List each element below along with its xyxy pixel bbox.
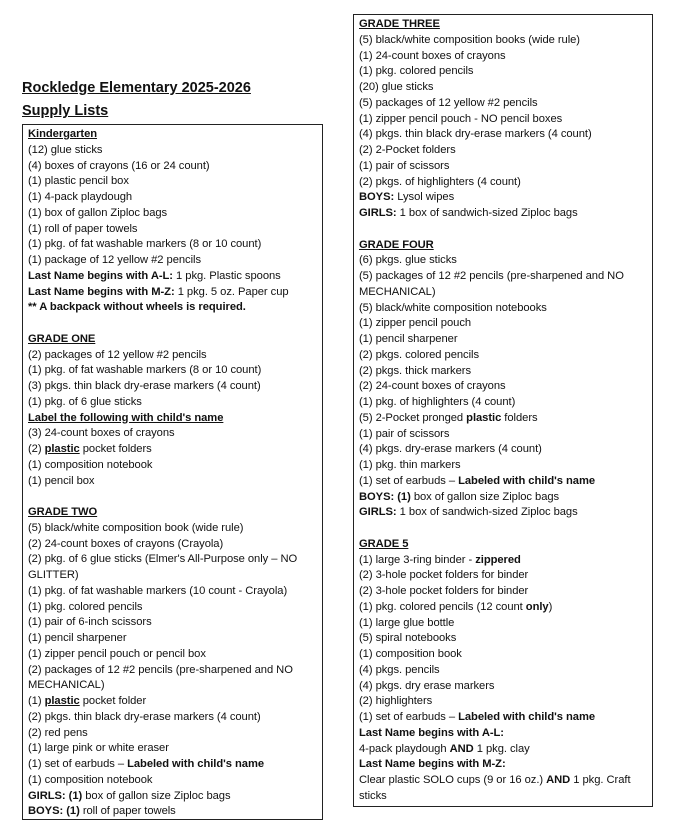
item-text: (1) set of earbuds – xyxy=(359,474,459,487)
list-item: (2) pkgs. thick markers xyxy=(359,364,471,377)
item-text: ) xyxy=(548,600,553,613)
list-item: (1) package of 12 yellow #2 pencils xyxy=(28,254,202,266)
list-item: (2) 3-hole pocket folders for binder xyxy=(359,585,529,597)
list-item: (1) pkg. of fat washable markers (10 count - Crayola) xyxy=(28,584,288,597)
item-text: (1) pkg. colored pencils (12 count xyxy=(359,600,526,613)
label-note: Labeled with child's name xyxy=(127,758,265,770)
list-item: (1) pkg. of highlighters (4 count) xyxy=(359,396,516,408)
item-text: (1) set of earbuds – xyxy=(359,711,459,723)
list-item: (12) glue sticks xyxy=(28,143,103,156)
list-item xyxy=(359,710,647,726)
last-name-al-items xyxy=(359,742,647,758)
list-item: (1) zipper pencil pouch - NO pencil boxes xyxy=(359,112,563,125)
item-text: pocket folder xyxy=(79,695,147,707)
list-item: (1) composition notebook xyxy=(28,773,153,786)
item-count: (2) xyxy=(28,443,45,455)
boys-label: BOYS: (1) xyxy=(28,805,80,818)
list-item: (2) pkgs. of highlighters (4 count) xyxy=(359,175,521,188)
list-item: (4) boxes of crayons (16 or 24 count) xyxy=(28,159,210,172)
grade-three-heading: GRADE THREE xyxy=(359,18,440,30)
girls-item xyxy=(359,206,647,222)
page-title: Rockledge Elementary 2025-2026 xyxy=(22,80,251,96)
list-item: (4) pkgs. thin black dry-erase markers (4 count) xyxy=(359,128,592,141)
list-item: (1) pair of scissors xyxy=(359,159,450,172)
note-label: Last Name begins with A-L: xyxy=(28,269,173,282)
grade-two-section xyxy=(28,505,317,820)
right-column-box xyxy=(353,14,653,807)
grade-five-section xyxy=(359,537,647,805)
list-item: (1) composition book xyxy=(359,648,462,660)
grade-three-section xyxy=(359,17,647,222)
list-item: (2) pkgs. thin black dry-erase markers (4 count) xyxy=(28,710,261,723)
last-name-mz-label xyxy=(359,757,647,773)
list-item: (1) pkg. of 6 glue sticks xyxy=(28,395,142,408)
list-item xyxy=(28,442,317,458)
list-item: (2) 24-count boxes of crayons (Crayola) xyxy=(28,537,224,550)
note-text: 1 pkg. 5 oz. Paper cup xyxy=(174,285,289,298)
page-subtitle: Supply Lists xyxy=(22,103,109,119)
girls-item xyxy=(359,505,647,521)
list-item: (4) pkgs. pencils xyxy=(359,663,440,676)
list-item: (5) black/white composition books (wide rule) xyxy=(359,33,580,46)
grade-two-heading: GRADE TWO xyxy=(28,506,98,518)
list-item: (2) 2-Pocket folders xyxy=(359,144,456,156)
list-item: (5) packages of 12 #2 pencils (pre-sharpened and NO MECHANICAL) xyxy=(359,270,624,298)
list-item: (1) pkg. colored pencils xyxy=(28,600,143,613)
item-text: Lysol wipes xyxy=(394,191,455,204)
grade-one-heading: GRADE ONE xyxy=(28,332,96,345)
item-text: 4-pack playdough xyxy=(359,742,450,755)
label-note: Labeled with child's name xyxy=(458,711,596,723)
kindergarten-heading: Kindergarten xyxy=(28,128,98,140)
grade-four-heading: GRADE FOUR xyxy=(359,238,434,251)
list-item: (1) zipper pencil pouch xyxy=(359,317,472,330)
last-name-mz-items xyxy=(359,773,647,805)
item-text: roll of paper towels xyxy=(79,805,176,818)
emphasis-only: only xyxy=(525,600,549,613)
list-item: (2) 24-count boxes of crayons xyxy=(359,380,506,393)
list-item: (1) pencil sharpener xyxy=(359,333,458,345)
grade-four-section xyxy=(359,238,647,522)
item-text: 1 pkg. Craft sticks xyxy=(359,774,631,802)
item-text: (5) 2-Pocket pronged xyxy=(359,411,467,424)
list-item: (1) pencil sharpener xyxy=(28,632,127,644)
kindergarten-section xyxy=(28,127,317,316)
emphasis-zippered: zippered xyxy=(475,553,521,566)
boys-label: BOYS: xyxy=(359,191,395,204)
list-item: (1) composition notebook xyxy=(28,458,153,471)
item-text: 1 pkg. clay xyxy=(473,742,530,755)
list-item xyxy=(359,474,647,490)
boys-label: BOYS: (1) xyxy=(359,490,411,503)
last-name-al-label xyxy=(359,726,647,742)
emphasis-and: AND xyxy=(546,774,571,786)
list-item: (1) pkg. colored pencils xyxy=(359,65,474,78)
girls-label: GIRLS: xyxy=(359,207,397,219)
item-text: folders xyxy=(501,411,538,424)
list-item xyxy=(359,411,647,427)
list-item: (1) pencil box xyxy=(28,474,95,487)
note-label: Last Name begins with A-L: xyxy=(359,726,504,739)
label-note: Labeled with child's name xyxy=(458,474,596,487)
item-text: pocket folders xyxy=(79,443,152,455)
list-item: (4) pkgs. dry erase markers xyxy=(359,679,495,692)
spacer xyxy=(28,489,317,505)
boys-item xyxy=(359,490,647,506)
list-item: (2) red pens xyxy=(28,726,88,739)
girls-label: GIRLS: (1) xyxy=(28,789,83,802)
last-name-al-note xyxy=(28,269,317,285)
list-item: (3) pkgs. thin black dry-erase markers (4 count) xyxy=(28,380,261,392)
list-item xyxy=(359,600,647,616)
emphasis-plastic: plastic xyxy=(44,443,80,455)
note-text: 1 pkg. Plastic spoons xyxy=(172,269,281,282)
item-count: (1) xyxy=(28,695,45,707)
list-item: (6) pkgs. glue sticks xyxy=(359,254,457,267)
spacer xyxy=(359,521,647,537)
list-item: (4) pkgs. dry-erase markers (4 count) xyxy=(359,443,542,456)
item-text: box of gallon size Ziploc bags xyxy=(82,789,231,802)
list-item: (1) pkg. of fat washable markers (8 or 10 count) xyxy=(28,364,262,377)
list-item: (2) packages of 12 yellow #2 pencils xyxy=(28,348,207,361)
list-item: (1) pair of 6-inch scissors xyxy=(28,616,152,629)
backpack-note-text: ** A backpack without wheels is required. xyxy=(28,301,246,314)
list-item: (1) box of gallon Ziploc bags xyxy=(28,206,168,219)
item-text: box of gallon size Ziploc bags xyxy=(410,490,560,503)
spacer xyxy=(359,222,647,238)
list-item: (1) 24-count boxes of crayons xyxy=(359,49,506,62)
list-item: (1) large pink or white eraser xyxy=(28,742,169,755)
list-item: (5) black/white composition notebooks xyxy=(359,301,547,314)
item-text: (1) set of earbuds – xyxy=(28,758,128,770)
girls-item xyxy=(28,789,317,805)
list-item: (2) pkgs. colored pencils xyxy=(359,348,480,361)
list-item: (2) highlighters xyxy=(359,695,433,708)
left-column-box xyxy=(22,124,323,820)
list-item: (1) 4-pack playdough xyxy=(28,191,133,203)
list-item: (1) pkg. thin markers xyxy=(359,459,461,471)
girls-label: GIRLS: xyxy=(359,506,397,519)
note-label: Last Name begins with M-Z: xyxy=(28,285,175,298)
boys-item xyxy=(359,190,647,206)
emphasis-plastic: plastic xyxy=(44,695,80,707)
list-item: (1) pair of scissors xyxy=(359,427,450,440)
list-item xyxy=(28,694,317,710)
list-item: (1) pkg. of fat washable markers (8 or 10 count) xyxy=(28,238,262,251)
list-item: (3) 24-count boxes of crayons xyxy=(28,427,175,440)
list-item: (2) pkg. of 6 glue sticks (Elmer's All-Purpose only – NO GLITTER) xyxy=(28,553,298,581)
list-item: (5) spiral notebooks xyxy=(359,632,457,645)
list-item: (2) 3-hole pocket folders for binder xyxy=(359,569,529,582)
item-text: (1) large 3-ring binder - xyxy=(359,553,476,566)
list-item: (1) zipper pencil pouch or pencil box xyxy=(28,647,206,660)
list-item: (2) packages of 12 #2 pencils (pre-sharpened and NO MECHANICAL) xyxy=(28,663,293,692)
note-label: Last Name begins with M-Z: xyxy=(359,758,506,771)
item-text: Clear plastic SOLO cups (9 or 16 oz.) xyxy=(359,774,547,786)
list-item: (1) roll of paper towels xyxy=(28,222,138,235)
list-item: (20) glue sticks xyxy=(359,81,434,93)
list-item: (1) large glue bottle xyxy=(359,616,455,629)
emphasis-and: AND xyxy=(449,742,474,755)
backpack-note xyxy=(28,300,317,316)
list-item: (5) packages of 12 yellow #2 pencils xyxy=(359,96,538,109)
list-item: (5) black/white composition book (wide rule) xyxy=(28,521,244,534)
item-text: 1 box of sandwich-sized Ziploc bags xyxy=(396,506,578,519)
boys-item xyxy=(28,804,317,820)
grade-five-heading: GRADE 5 xyxy=(359,537,409,550)
item-text: 1 box of sandwich-sized Ziploc bags xyxy=(396,207,578,219)
last-name-mz-note xyxy=(28,285,317,301)
list-item xyxy=(28,757,317,773)
label-instruction: Label the following with child's name xyxy=(28,411,224,424)
grade-one-section xyxy=(28,332,317,490)
spacer xyxy=(28,316,317,332)
emphasis-plastic: plastic xyxy=(466,411,502,424)
list-item xyxy=(359,553,647,569)
list-item: (1) plastic pencil box xyxy=(28,175,129,188)
